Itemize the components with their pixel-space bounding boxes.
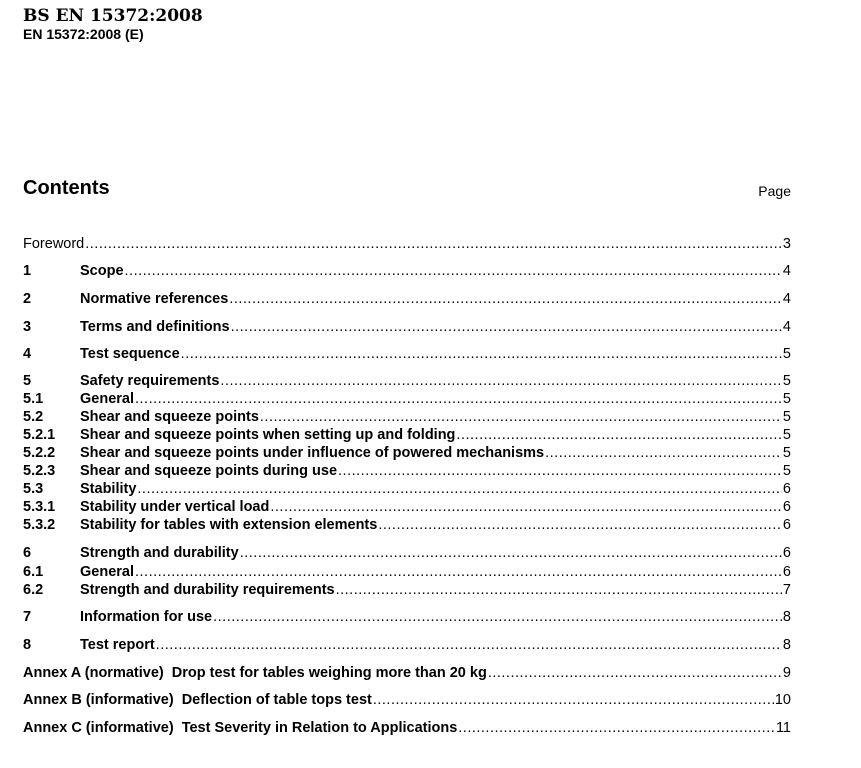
- toc-entry[interactable]: [23, 426, 791, 444]
- toc-entry-title: Annex C (informative) Test Severity in Relation to Applications: [23, 720, 458, 736]
- toc-leader: [456, 426, 782, 444]
- toc-leader: [181, 345, 782, 363]
- toc-entry-title: Test report: [80, 637, 155, 653]
- toc-entry[interactable]: [23, 318, 791, 336]
- toc-entry-title: Shear and squeeze points during use: [80, 463, 338, 479]
- toc-entry[interactable]: [23, 636, 791, 654]
- toc-leader: [135, 563, 782, 581]
- toc-entry-number: 5: [23, 373, 32, 389]
- toc-entry-page: 5: [782, 463, 791, 479]
- toc-entry-page: 11: [775, 720, 791, 736]
- toc-entry-title: General: [80, 391, 134, 407]
- toc-entry-number: 5.3.2: [23, 517, 56, 533]
- toc-entry-page: 3: [782, 236, 791, 252]
- toc-entry-title: Annex A (normative) Drop test for tables weighing more than 20 kg: [23, 665, 487, 681]
- toc-entry[interactable]: [23, 372, 791, 390]
- toc-entry-title: Safety requirements: [80, 373, 220, 389]
- toc-leader: [338, 462, 782, 480]
- toc-entry[interactable]: [23, 345, 791, 363]
- toc-leader: [85, 235, 782, 253]
- toc-entry[interactable]: [23, 262, 791, 280]
- toc-entry-number: 8: [23, 637, 32, 653]
- toc-leader: [458, 719, 775, 737]
- toc-entry-page: 6: [782, 481, 791, 497]
- toc-entry-title: Shear and squeeze points under influence of powered mechanisms: [80, 445, 545, 461]
- toc-entry-page: 5: [782, 373, 791, 389]
- toc-entry-number: 5.2.3: [23, 463, 56, 479]
- toc-entry-page: 6: [782, 517, 791, 533]
- toc-leader: [229, 290, 782, 308]
- toc-entry[interactable]: [23, 498, 791, 516]
- toc-leader: [220, 372, 782, 390]
- toc-leader: [213, 608, 782, 626]
- toc-entry[interactable]: [23, 544, 791, 562]
- toc-entry-page: 4: [782, 319, 791, 335]
- toc-entry-number: 5.1: [23, 391, 44, 407]
- toc-entry-number: 5.3.1: [23, 499, 56, 515]
- toc-leader: [336, 581, 782, 599]
- toc-entry-number: 6.1: [23, 564, 44, 580]
- toc-entry-page: 6: [782, 499, 791, 515]
- toc-entry-number: 6: [23, 545, 32, 561]
- toc-entry-page: 6: [782, 545, 791, 561]
- toc-entry-title: Strength and durability requirements: [80, 582, 335, 598]
- toc-entry-annex-c[interactable]: [23, 719, 791, 737]
- toc-entry-number: 5.2.2: [23, 445, 56, 461]
- standard-id: BS EN 15372:2008: [23, 6, 203, 26]
- toc-leader: [125, 262, 782, 280]
- toc-entry-page: 6: [782, 564, 791, 580]
- toc-leader: [135, 390, 782, 408]
- toc-leader: [545, 444, 782, 462]
- toc-entry-number: 2: [23, 291, 32, 307]
- toc-entry[interactable]: [23, 516, 791, 534]
- toc-entry-title: Test sequence: [80, 346, 180, 362]
- toc-entry-number: 7: [23, 609, 32, 625]
- toc-entry-page: 5: [782, 346, 791, 362]
- toc-entry[interactable]: [23, 408, 791, 426]
- toc-entry-title: Information for use: [80, 609, 213, 625]
- toc-entry-page: 5: [782, 391, 791, 407]
- edition-label: EN 15372:2008 (E): [23, 26, 144, 42]
- toc-entry[interactable]: [23, 581, 791, 599]
- toc-entry-title: Shear and squeeze points when setting up and folding: [80, 427, 456, 443]
- toc-entry-number: 4: [23, 346, 32, 362]
- toc-leader: [231, 318, 782, 336]
- toc-entry-page: 9: [782, 665, 791, 681]
- toc-leader: [156, 636, 782, 654]
- toc-entry-number: 6.2: [23, 582, 44, 598]
- toc-entry-foreword[interactable]: [23, 235, 791, 253]
- toc-leader: [488, 664, 782, 682]
- toc-entry-number: 3: [23, 319, 32, 335]
- toc-entry-page: 4: [782, 263, 791, 279]
- toc-entry[interactable]: [23, 462, 791, 480]
- toc-leader: [137, 480, 782, 498]
- toc-entry-page: 8: [782, 637, 791, 653]
- toc-entry-page: 5: [782, 409, 791, 425]
- toc-entry-title: Foreword: [23, 236, 85, 252]
- toc-entry-title: Stability under vertical load: [80, 499, 270, 515]
- toc-entry-title: Stability: [80, 481, 137, 497]
- toc-entry-number: 5.3: [23, 481, 44, 497]
- toc-entry-page: 10: [774, 692, 791, 708]
- toc-entry-number: 5.2: [23, 409, 44, 425]
- toc-entry[interactable]: [23, 608, 791, 626]
- toc-entry[interactable]: [23, 480, 791, 498]
- toc-entry[interactable]: [23, 390, 791, 408]
- toc-entry-title: Stability for tables with extension elements: [80, 517, 378, 533]
- page-column-heading: Page: [758, 183, 791, 199]
- toc-entry-title: Scope: [80, 263, 124, 279]
- toc-leader: [270, 498, 782, 516]
- toc-entry-number: 5.2.1: [23, 427, 56, 443]
- document-header: [23, 6, 203, 42]
- toc-entry-annex-a[interactable]: [23, 664, 791, 682]
- toc-leader: [373, 691, 774, 709]
- toc-entry-page: 4: [782, 291, 791, 307]
- contents-heading: Contents: [23, 177, 110, 199]
- toc-entry[interactable]: [23, 290, 791, 308]
- toc-entry-title: General: [80, 564, 134, 580]
- toc-entry[interactable]: [23, 444, 791, 462]
- toc-entry-page: 5: [782, 427, 791, 443]
- toc-entry-title: Normative references: [80, 291, 229, 307]
- toc-entry-page: 8: [782, 609, 791, 625]
- toc-entry-title: Strength and durability: [80, 545, 239, 561]
- toc-entry-number: 1: [23, 263, 32, 279]
- toc-entry-page: 5: [782, 445, 791, 461]
- toc-entry-title: Terms and definitions: [80, 319, 230, 335]
- toc-entry[interactable]: [23, 563, 791, 581]
- toc-leader: [378, 516, 782, 534]
- toc-leader: [240, 544, 782, 562]
- toc-entry-annex-b[interactable]: [23, 691, 791, 709]
- toc-entry-title: Shear and squeeze points: [80, 409, 259, 425]
- toc-leader: [260, 408, 782, 426]
- toc-entry-title: Annex B (informative) Deflection of table tops test: [23, 692, 372, 708]
- toc-entry-page: 7: [782, 582, 791, 598]
